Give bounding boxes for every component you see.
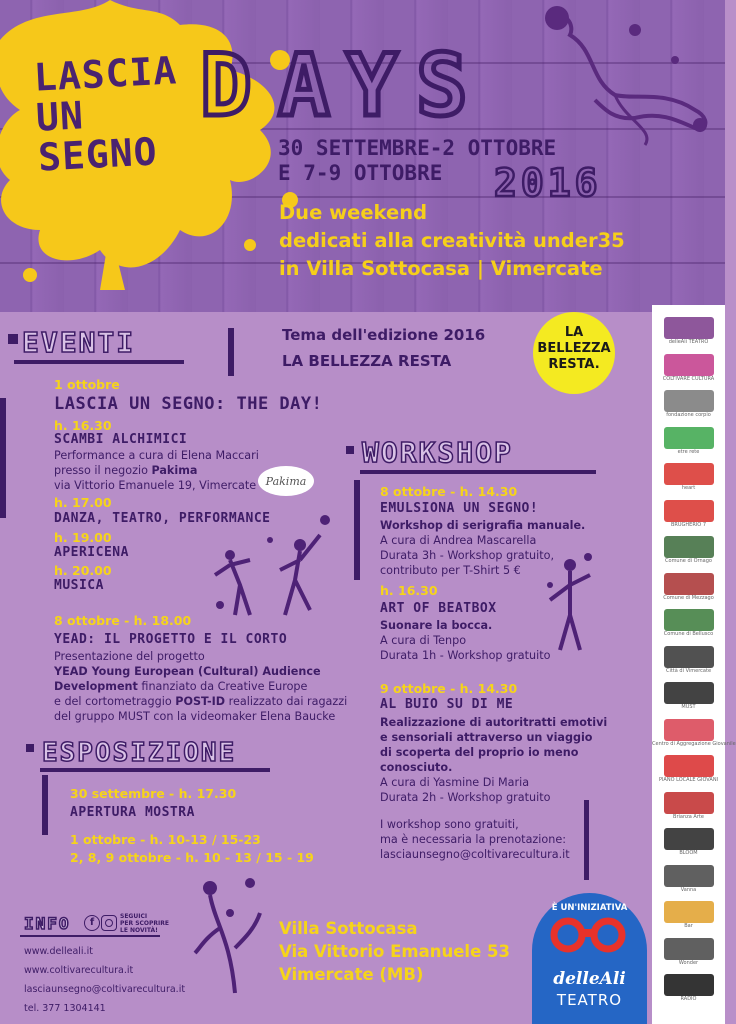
social-text-line: LE NOVITÀ! (120, 927, 158, 934)
event-text-bold: Development (54, 680, 138, 693)
event-date: 1 ottobre (54, 377, 120, 392)
section-title-info: INFO (24, 914, 71, 933)
days-letter-s: S (416, 36, 468, 136)
event-text-part: realizzato dai ragazzi (225, 695, 348, 708)
exhibition-hours: 2, 8, 9 ottobre - h. 10 - 13 / 15 - 19 (70, 850, 314, 865)
section-rule (20, 935, 160, 937)
sponsor-logo-caption: BRUGHERIO 7 (670, 521, 706, 528)
event-text: via Vittorio Emanuele 19, Vimercate (54, 479, 257, 492)
sponsor-logo-mark (664, 974, 714, 996)
theme-line-1: Tema dell'edizione 2016 (282, 326, 486, 344)
sponsor-logo (652, 717, 736, 751)
event-day-title: LASCIA UN SEGNO: THE DAY! (54, 394, 323, 414)
days-letter-d: D (200, 36, 252, 136)
section-title-esposizione: ESPOSIZIONE (42, 738, 237, 768)
event-text-bold: POST-ID (175, 695, 226, 708)
event-time: h. 20.00 (54, 563, 112, 578)
title-line-3: SEGNO (37, 129, 159, 180)
dancers-illustration (200, 505, 350, 625)
venue-address (279, 917, 510, 986)
sponsor-logo (652, 352, 725, 386)
sponsor-logo (652, 972, 725, 1006)
sponsor-logo-mark (664, 719, 714, 741)
section-rule (0, 398, 6, 518)
sponsor-logo-caption: etre rete (677, 448, 700, 455)
figure-illustration (190, 868, 270, 998)
days-letter-y: Y (346, 36, 398, 136)
section-rule (228, 328, 234, 376)
address-line: Vimercate (MB) (279, 965, 424, 984)
sponsor-logo (652, 571, 725, 605)
workshop-text: Realizzazione di autoritratti emotivi (380, 716, 608, 729)
sponsor-logo-mark (664, 536, 714, 558)
contact-phone[interactable]: tel. 377 1304141 (24, 1003, 106, 1014)
sponsor-logo-caption: Centro di Aggregazione Giovanile (652, 740, 736, 747)
event-text: YEAD Young European (Cultural) Audience (54, 665, 321, 678)
bellezza-resta-badge (533, 312, 615, 394)
sponsor-logo-caption: fondazione corpio (666, 412, 711, 418)
section-title-workshop: WORKSHOP (362, 436, 513, 469)
sponsor-logo-mark (664, 463, 714, 485)
contacts (24, 942, 185, 1018)
workshop-text: e sensoriali attraverso un viaggio (380, 731, 593, 744)
sponsor-logo-caption: Wonder (678, 959, 699, 966)
contact-website[interactable]: www.delleali.it (24, 946, 93, 957)
event-text (54, 695, 347, 710)
workshop-email[interactable]: lasciaunsegno@coltivarecultura.it (380, 848, 570, 861)
event-text-bold: Pakima (151, 464, 198, 477)
workshop-note: I workshop sono gratuiti, (380, 818, 519, 831)
event-time: h. 19.00 (54, 530, 112, 545)
section-rule (40, 768, 270, 772)
sponsor-logo (652, 607, 725, 641)
event-title: SCAMBI ALCHIMICI (54, 432, 188, 447)
event-date: 8 ottobre - h. 18.00 (54, 613, 192, 628)
event-text (54, 680, 307, 695)
workshop-date: h. 16.30 (380, 583, 438, 598)
sponsor-logo (652, 790, 725, 824)
event-time: h. 17.00 (54, 495, 112, 510)
pakima-logo: Pakima (258, 466, 314, 496)
sponsor-logo-caption: RADIO (680, 996, 697, 1002)
sponsor-logo-caption: heart (681, 485, 696, 491)
initiative-label: È UN'INIZIATIVA (551, 903, 628, 913)
social-text (120, 913, 169, 934)
workshop-title: EMULSIONA UN SEGNO! (380, 501, 539, 516)
event-text-part: e del cortometraggio (54, 695, 176, 708)
section-marker (26, 744, 34, 752)
badge-line-3: RESTA. (548, 357, 600, 372)
sponsor-logo-caption: Bar (684, 923, 693, 929)
sponsor-logo-mark (664, 609, 714, 631)
sponsor-logo (652, 315, 725, 349)
workshop-date: 9 ottobre - h. 14.30 (380, 681, 518, 696)
sponsor-logo-caption: BLOOM (679, 850, 698, 856)
title-line-1: LASCIA (32, 48, 179, 100)
contact-email[interactable]: lasciaunsegno@coltivarecultura.it (24, 984, 186, 995)
event-text-part: presso il negozio (54, 464, 152, 477)
sponsor-logo-mark (664, 354, 714, 376)
sponsor-logo-caption: Città di Vimercate (665, 667, 712, 674)
theme-line-2: LA BELLEZZA RESTA (282, 352, 452, 370)
event-title: YEAD: IL PROGETTO E IL CORTO (54, 632, 288, 647)
exhibition-date: 30 settembre - h. 17.30 (70, 786, 237, 801)
sponsor-logo-mark (664, 865, 714, 887)
sponsor-logo-caption: Comune di Mezzago (663, 594, 714, 601)
tagline (279, 199, 625, 283)
purple-paint-figure-top (535, 0, 725, 150)
title-lascia-un-segno (32, 48, 182, 180)
sponsor-logo (652, 498, 725, 532)
address-line: Via Vittorio Emanuele 53 (279, 942, 510, 961)
initiative-badge (532, 893, 647, 1024)
sponsor-logo-mark (664, 792, 714, 814)
initiative-brand-2: TEATRO (556, 991, 623, 1009)
sponsor-logo (652, 936, 725, 970)
binoculars-icon (542, 915, 637, 955)
sponsor-logo (652, 826, 725, 860)
workshop-text: Workshop di serigrafia manuale. (380, 519, 586, 532)
sponsor-logo (652, 534, 725, 568)
days-letter-a: A (278, 36, 330, 136)
workshop-text: A cura di Tenpo (380, 634, 467, 647)
tagline-line-2: dedicati alla creatività under35 (279, 229, 625, 252)
sponsor-logo (652, 680, 725, 714)
sponsor-sidebar (652, 305, 736, 1024)
sponsor-logo-caption: delleAli TEATRO (668, 339, 709, 345)
figure-illustration (540, 545, 600, 655)
sponsor-logo-caption: PIANO LOCALE GIOVANI (658, 777, 719, 783)
workshop-text: Durata 1h - Workshop gratuito (380, 649, 551, 662)
event-title: DANZA, TEATRO, PERFORMANCE (54, 511, 271, 526)
workshop-text: Durata 2h - Workshop gratuito (380, 791, 551, 804)
sponsor-logo-mark (664, 755, 714, 777)
dates-line-2: E 7-9 OTTOBRE (278, 161, 443, 185)
badge-line-1: LA (564, 325, 584, 340)
exhibition-hours: 1 ottobre - h. 10-13 / 15-23 (70, 832, 261, 847)
workshop-note: ma è necessaria la prenotazione: (380, 833, 566, 846)
workshop-text: di scoperta del proprio io meno (380, 746, 579, 759)
theme (282, 322, 485, 374)
section-marker (346, 446, 354, 454)
tagline-line-1: Due weekend (279, 201, 428, 224)
sponsor-logo-mark (664, 317, 714, 339)
initiative-brand: delleAli (553, 969, 626, 989)
social-text-line: SEGUICI (120, 913, 148, 920)
workshop-text: A cura di Yasmine Di Maria (380, 776, 530, 789)
title-line-2: UN (34, 93, 85, 140)
workshop-title: ART OF BEATBOX (380, 601, 497, 616)
sponsor-logo-mark (664, 390, 714, 412)
sponsor-logo-mark (664, 901, 714, 923)
section-marker (8, 334, 18, 344)
sponsor-logo (652, 753, 725, 787)
sponsor-logo-mark (664, 682, 714, 704)
sponsor-logo (652, 644, 725, 678)
address-line: Villa Sottocasa (279, 919, 418, 938)
social-text-line: PER SCOPRIRE (120, 920, 169, 927)
workshop-text: A cura di Andrea Mascarella (380, 534, 537, 547)
sponsor-logo-caption: MUST (681, 704, 696, 710)
sponsor-logo (652, 388, 725, 422)
sponsor-logo-mark (664, 828, 714, 850)
facebook-icon[interactable]: f (84, 915, 100, 931)
sponsor-logo-mark (664, 646, 714, 668)
sponsor-logo (652, 425, 725, 459)
badge-line-2: BELLEZZA (537, 341, 611, 356)
dates-line-1: 30 SETTEMBRE-2 OTTOBRE (278, 136, 557, 160)
event-text (54, 464, 197, 479)
workshop-text: Durata 3h - Workshop gratuito, (380, 549, 554, 562)
sponsor-logo-mark (664, 573, 714, 595)
workshop-text: contributo per T-Shirt 5 € (380, 564, 521, 577)
event-title: MUSICA (54, 578, 104, 593)
sponsor-logo (652, 461, 725, 495)
sponsor-logo-caption: Brianza Arte (673, 813, 704, 820)
event-text: del gruppo MUST con la videomaker Elena Baucke (54, 710, 336, 723)
event-title: APERICENA (54, 545, 129, 560)
tagline-line-3: in Villa Sottocasa | Vimercate (279, 257, 603, 280)
section-rule (42, 775, 48, 835)
section-rule (14, 360, 184, 364)
workshop-date: 8 ottobre - h. 14.30 (380, 484, 518, 499)
workshop-text: Suonare la bocca. (380, 619, 493, 632)
instagram-icon[interactable] (101, 915, 117, 931)
section-rule (354, 480, 360, 580)
event-text-part: finanziato da Creative Europe (137, 680, 308, 693)
sponsor-logo-caption: Comune di Bellusco (663, 631, 714, 637)
workshop-text: conosciuto. (380, 761, 453, 774)
sponsor-logo-mark (664, 938, 714, 960)
section-title-eventi: EVENTI (22, 326, 136, 359)
event-year: 2016 (494, 161, 602, 205)
section-rule (584, 800, 589, 880)
event-text: Performance a cura di Elena Maccari (54, 449, 259, 462)
sponsor-logo-caption: COLTIVARE CULTURA (662, 375, 715, 382)
event-time: h. 16.30 (54, 418, 112, 433)
exhibition-title: APERTURA MOSTRA (70, 805, 195, 820)
sponsor-logo (652, 863, 725, 897)
sponsor-logo-mark (664, 427, 714, 449)
event-text: Presentazione del progetto (54, 650, 205, 663)
sponsor-logo-mark (664, 500, 714, 522)
section-rule (360, 470, 596, 474)
sponsor-logo-caption: Vanna (680, 886, 697, 893)
sponsor-logo (652, 899, 725, 933)
workshop-title: AL BUIO SU DI ME (380, 697, 514, 712)
contact-website[interactable]: www.coltivarecultura.it (24, 965, 134, 976)
sponsor-logo-caption: Comune di Ornago (665, 558, 712, 564)
